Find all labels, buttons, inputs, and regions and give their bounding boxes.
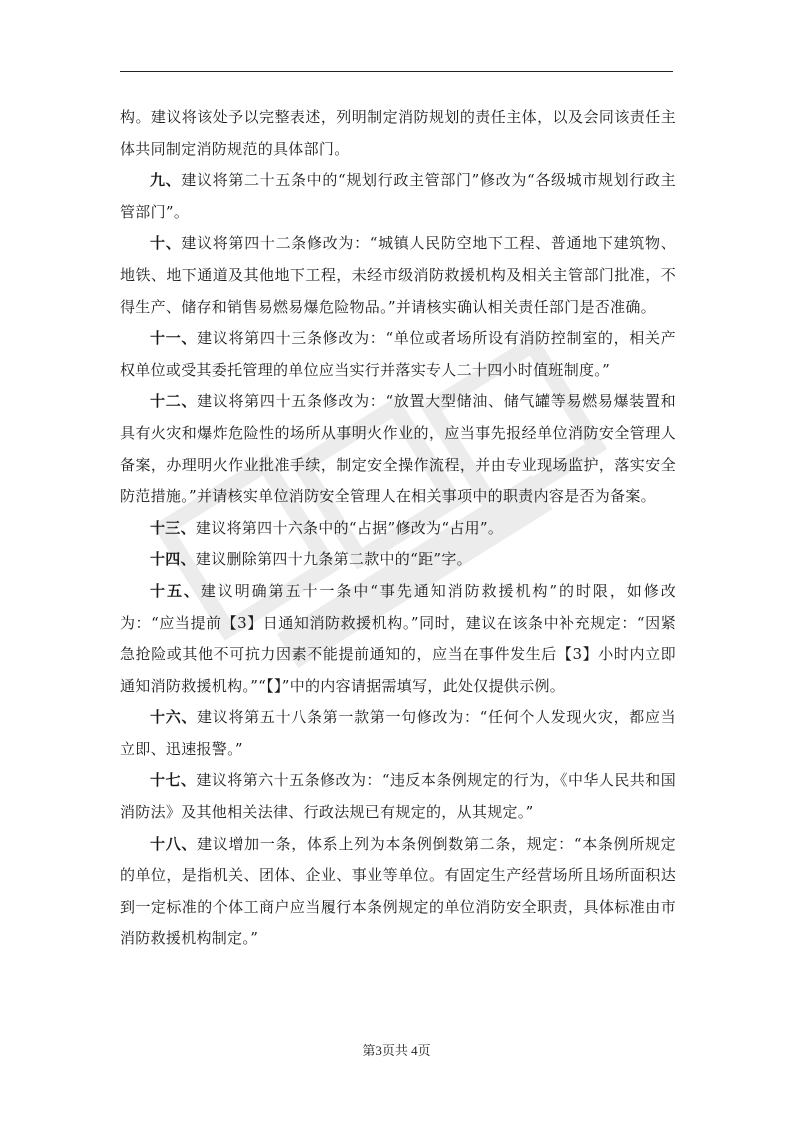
paragraph-text: 建议将第四十五条修改为：“放置大型储油、储气罐等易燃易爆装置和具有火灾和爆炸危险性的场所从事明火作业的，应当事先报经单位消防安全管理人备案，办理明火作业批准手续，制定安全操作流程，并由专业现场监护，落实安全防范措施。”并请核实单位消防安全管理人在相关事项中的职责内容是否为备案。: [120, 392, 676, 506]
paragraph-3: [120, 323, 676, 386]
paragraph-2: [120, 228, 676, 323]
paragraph-lead: 十四、: [150, 550, 196, 569]
paragraph-text: 建议明确第五十一条中“事先通知消防救援机构”的时限，如修改为：“应当提前【3】日通知消防救援机构。”同时，建议在该条中补充规定：“因紧急抢险或其他不可抗力因素不能提前通知的，应当在事件发生后【3】小时内立即通知消防救援机构。”“【】”中的内容请据需填写，此处仅提供示例。: [120, 581, 676, 695]
paragraph-text: 建议将第五十八条第一款第一句修改为：“任何个人发现火灾，都应当立即、迅速报警。”: [120, 708, 676, 758]
paragraph-1: [120, 165, 676, 228]
paragraph-lead: 十二、: [150, 392, 198, 411]
paragraph-text: 建议删除第四十九条第二款中的“距”字。: [195, 550, 472, 569]
paragraph-text: 构。建议将该处予以完整表述，列明制定消防规划的责任主体，以及会同该责任主体共同制定消防规范的具体部门。: [120, 108, 676, 158]
paragraph-lead: 十七、: [150, 771, 197, 790]
paragraph-7: [120, 576, 676, 702]
paragraph-text: 建议将第四十三条修改为：“单位或者场所设有消防控制室的，相关产权单位或受其委托管理的单位应当实行并落实专人二十四小时值班制度。”: [120, 329, 676, 379]
paragraph-0: [120, 102, 676, 165]
document-body: [120, 102, 676, 955]
paragraph-text: 建议将第六十五条修改为：“违反本条例规定的行为，《中华人民共和国消防法》及其他相关法律、行政法规已有规定的，从其规定。”: [120, 771, 676, 822]
paragraph-5: [120, 513, 676, 545]
paragraph-lead: 十八、: [150, 834, 198, 853]
page-number: 第3页共 4页: [362, 1043, 431, 1058]
paragraph-text: 建议将第四十二条修改为：“城镇人民防空地下工程、普通地下建筑物、地铁、地下通道及其他地下工程，未经市级消防救援机构及相关主管部门批准，不得生产、储存和销售易燃易爆危险物品。”并请核实确认相关责任部门是否准确。: [120, 234, 676, 316]
paragraph-10: [120, 829, 676, 955]
paragraph-text: 建议将第四十六条中的“占据”修改为“占用”。: [195, 518, 504, 537]
paragraph-lead: 十、: [150, 234, 182, 253]
paragraph-lead: 十五、: [150, 581, 201, 600]
paragraph-lead: 十三、: [150, 518, 196, 537]
paragraph-lead: 九、: [150, 171, 182, 190]
header-rule: [120, 71, 673, 72]
paragraph-text: 建议将第二十五条中的“规划行政主管部门”修改为“各级城市规划行政主管部门”。: [120, 171, 676, 221]
paragraph-6: [120, 544, 676, 576]
paragraph-lead: 十一、: [150, 329, 198, 348]
paragraph-lead: 十六、: [150, 708, 198, 727]
paragraph-4: [120, 386, 676, 512]
paragraph-9: [120, 765, 676, 828]
paragraph-8: [120, 702, 676, 765]
paragraph-text: 建议增加一条，体系上列为本条例倒数第二条，规定：“本条例所规定的单位，是指机关、团体、企业、事业等单位。有固定生产经营场所且场所面积达到一定标准的个体工商户应当履行本条例规定的单位消防安全职责，具体标准由市消防救援机构制定。”: [120, 834, 676, 948]
